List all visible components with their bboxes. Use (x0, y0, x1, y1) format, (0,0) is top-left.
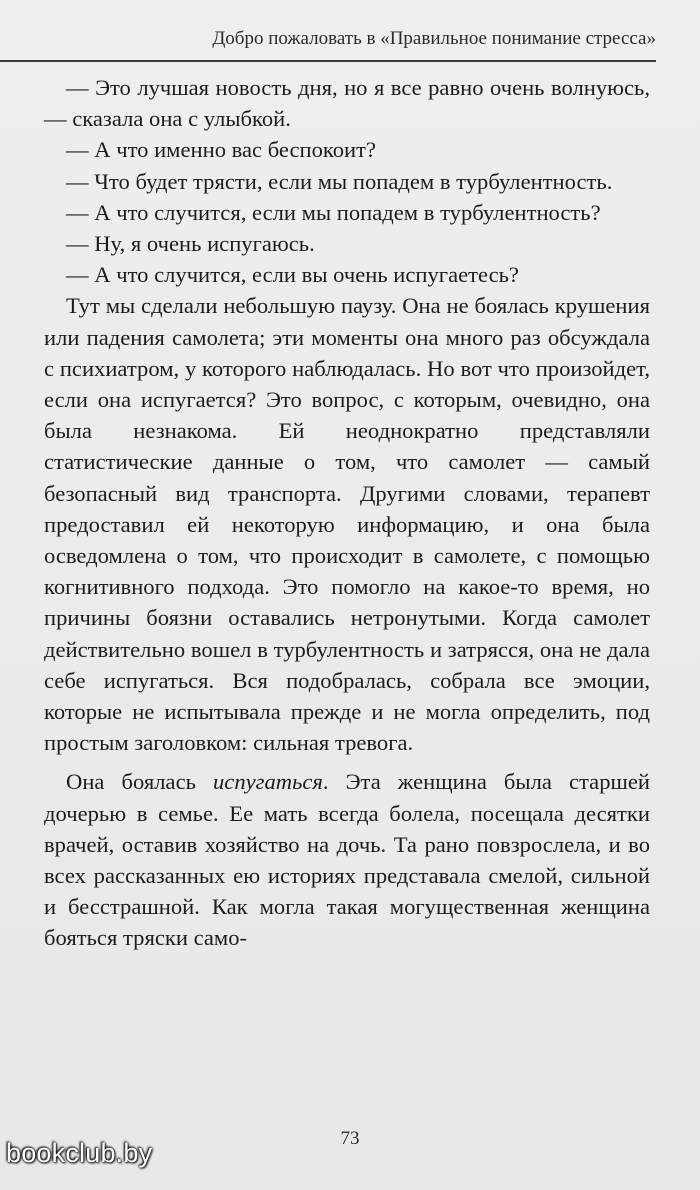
paragraph-2 (44, 766, 650, 953)
paragraph-2-emphasis: испугаться (213, 769, 323, 795)
dialogue-line-2: — А что именно вас беспокоит? (66, 137, 377, 163)
dialogue-line-6: — А что случится, если вы очень испугаетесь? (66, 262, 519, 288)
watermark-logo: bookclub.by (6, 1138, 153, 1168)
paragraph-2-start: Она боялась (66, 769, 213, 795)
dialogue-line-5: — Ну, я очень испугаюсь. (66, 231, 315, 257)
dialogue-line-4: — А что случится, если мы попадем в турбулентность? (66, 199, 601, 225)
paragraph-2-rest: . Эта женщина была старшей дочерью в семье. Ее мать всегда болела, посещала десятки врачей, оставив хозяйство на дочь. Та рано повзрослела, и во всех рассказанных ею историях представала смелой, сильной и бесстрашной. Как могла такая могущественная женщина бояться тряски само- (44, 769, 651, 951)
body-text (44, 72, 650, 954)
dialogue-line-3: — Что будет трясти, если мы попадем в турбулентность. (66, 168, 613, 194)
paragraph-1: Тут мы сделали небольшую паузу. Она не боялась крушения или падения самолета; эти моменты она много раз обсуждала с психиатром, у которого наблюдалась. Но вот что произойдет, если она испугается? Это вопрос, с которым, очевидно, она была незнакома. Ей неоднократно представляли статистические данные о том, что самолет — самый безопасный вид транспорта. Другими словами, терапевт предоставил ей некоторую информацию, и она была осведомлена о том, что происходит в самолете, с помощью когнитивного подхода. Это помогло на какое-то время, но причины боязни оставались нетронутыми. Когда самолет действительно вошел в турбулентность и затрясся, она не дала себе испугаться. Вся подобралась, собрала все эмоции, которые не испытывала прежде и не могла определить, под простым заголовком: сильная тревога. (44, 293, 650, 756)
header-rule (0, 60, 656, 62)
dialogue-line-1: — Это лучшая новость дня, но я все равно очень волнуюсь, — сказала она с улыбкой. (44, 75, 650, 132)
running-head: Добро пожаловать в «Правильное понимание стресса» (212, 28, 656, 49)
page-number: 73 (340, 1128, 360, 1149)
